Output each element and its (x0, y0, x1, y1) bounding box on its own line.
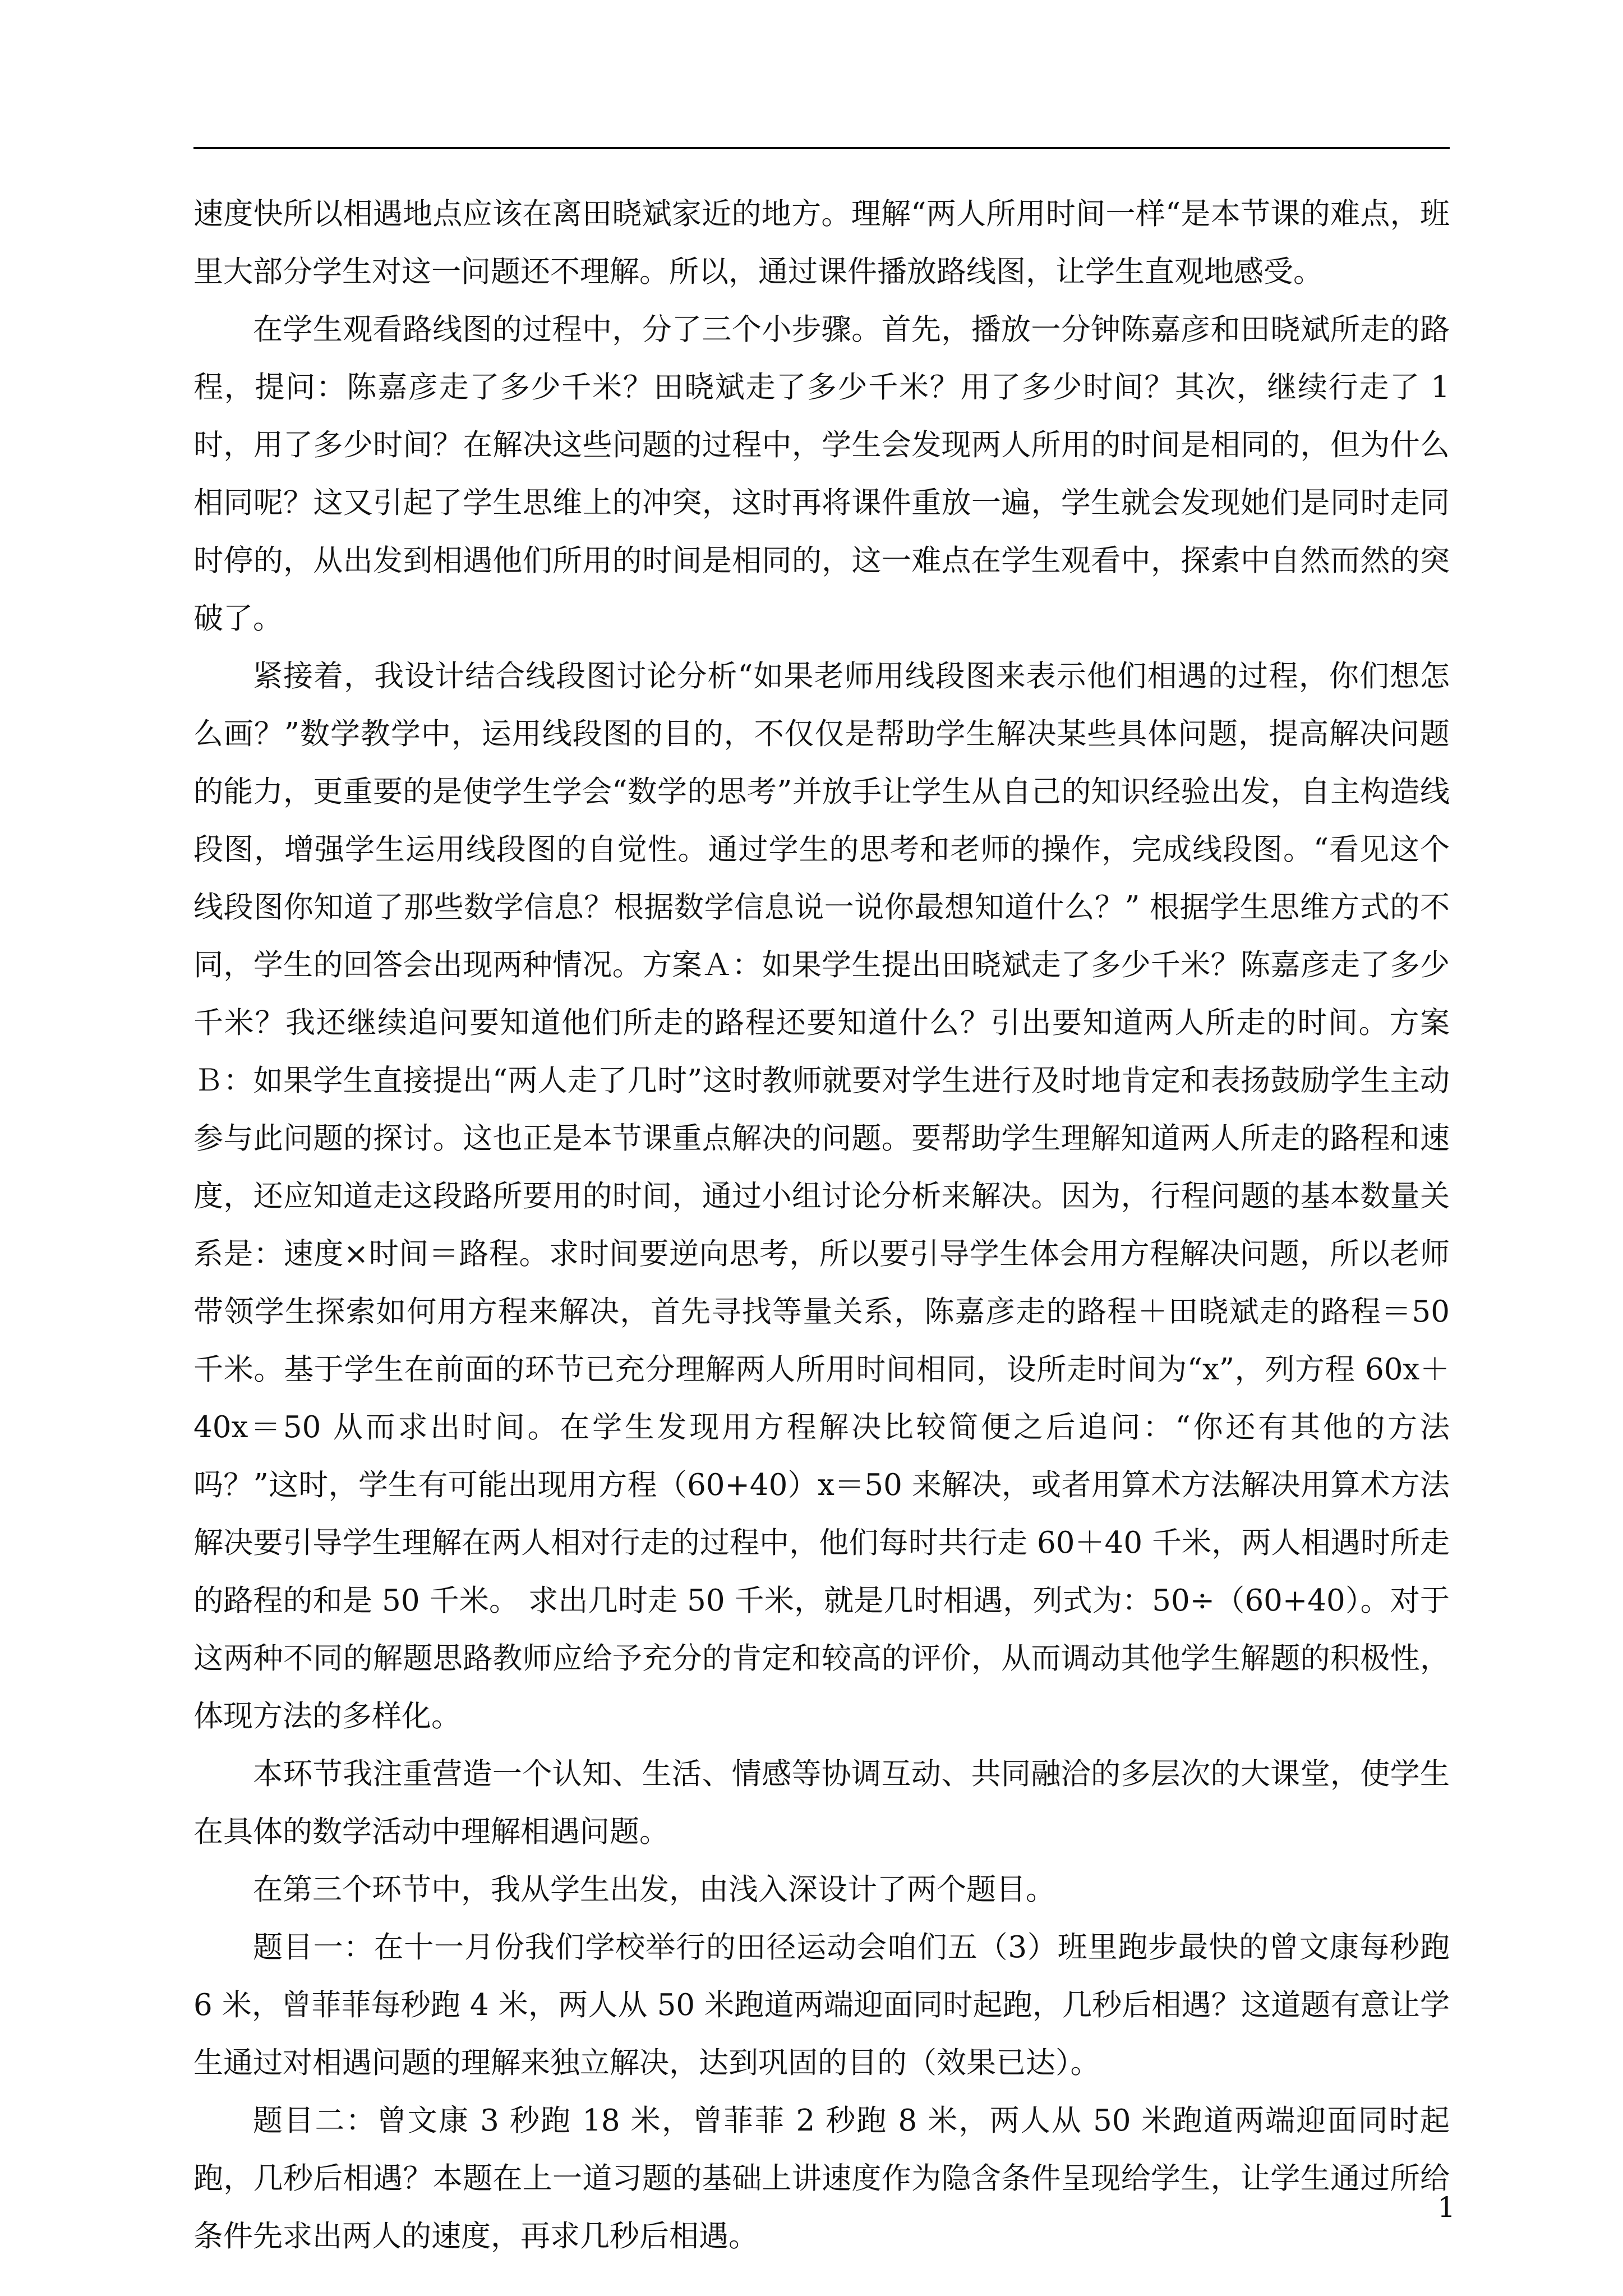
document-body (193, 185, 1450, 2265)
paragraph-exercise-one: 题目一：在十一月份我们学校举行的田径运动会咱们五（3）班里跑步最快的曾文康每秒跑 6 米，曾菲菲每秒跑 4 米，两人从 50 米跑道两端迎面同时起跑，几秒后相遇？这道题有意让学生通过对相遇问题的理解来独立解决，达到巩固的目的（效果已达）。 (193, 1930, 1450, 2080)
paragraph-exercise-two: 题目二：曾文康 3 秒跑 18 米，曾菲菲 2 秒跑 8 米，两人从 50 米跑道两端迎面同时起跑，几秒后相遇？本题在上一道习题的基础上讲速度作为隐含条件呈现给学生，让学生通过所给条件先求出两人的速度，再求几秒后相遇。 (193, 2104, 1450, 2253)
page-number: 1 (1437, 2191, 1455, 2224)
paragraph-line-segment-analysis: 紧接着，我设计结合线段图讨论分析“如果老师用线段图来表示他们相遇的过程，你们想怎么画？”数学教学中，运用线段图的目的，不仅仅是帮助学生解决某些具体问题，提高解决问题的能力，更重要的是使学生学会“数学的思考”并放手让学生从自己的知识经验出发，自主构造线段图，增强学生运用线段图的自觉性。通过学生的思考和老师的操作，完成线段图。“看见这个线段图你知道了那些数学信息？根据数学信息说一说你最想知道什么？” 根据学生思维方式的不同，学生的回答会出现两种情况。方案Ａ：如果学生提出田晓斌走了多少千米？陈嘉彦走了多少千米？我还继续追问要知道他们所走的路程还要知道什么？引出要知道两人所走的时间。方案Ｂ：如果学生直接提出“两人走了几时”这时教师就要对学生进行及时地肯定和表扬鼓励学生主动参与此问题的探讨。这也正是本节课重点解决的问题。要帮助学生理解知道两人所走的路程和速度，还应知道走这段路所要用的时间，通过小组讨论分析来解决。因为，行程问题的基本数量关系是：速度×时间＝路程。求时间要逆向思考，所以要引导学生体会用方程解决问题，所以老师带领学生探索如何用方程来解决，首先寻找等量关系，陈嘉彦走的路程＋田晓斌走的路程＝50 千米。基于学生在前面的环节已充分理解两人所用时间相同，设所走时间为“x”，列方程 60x＋40x＝50 从而求出时间。在学生发现用方程解决比较简便之后追问：“你还有其他的方法吗？”这时，学生有可能出现用方程（60+40）x＝50 来解决，或者用算术方法解决用算术方法解决要引导学生理解在两人相对行走的过程中，他们每时共行走 60＋40 千米，两人相遇时所走的路程的和是 50 千米。 求出几时走 50 千米，就是几时相遇，列式为：50÷（60+40）。对于这两种不同的解题思路教师应给予充分的肯定和较高的评价，从而调动其他学生解题的积极性，体现方法的多样化。 (193, 659, 1450, 1733)
header-rule (193, 147, 1450, 149)
paragraph-third-section-intro: 在第三个环节中，我从学生出发，由浅入深设计了两个题目。 (253, 1872, 1055, 1907)
paragraph-route-map: 在学生观看路线图的过程中，分了三个小步骤。首先，播放一分钟陈嘉彦和田晓斌所走的路程，提问：陈嘉彦走了多少千米？田晓斌走了多少千米？用了多少时间？其次，继续行走了 1 时，用了多少时间？在解决这些问题的过程中，学生会发现两人所用的时间是相同的，但为什么相同呢？这又引起了学生思维上的冲突，这时再将课件重放一遍，学生就会发现她们是同时走同时停的，从出发到相遇他们所用的时间是相同的，这一难点在学生观看中，探索中自然而然的突破了。 (193, 312, 1450, 636)
paragraph-continuation: 速度快所以相遇地点应该在离田晓斌家近的地方。理解“两人所用时间一样“是本节课的难点，班里大部分学生对这一问题还不理解。所以，通过课件播放路线图，让学生直观地感受。 (193, 197, 1450, 289)
paragraph-classroom-summary: 本环节我注重营造一个认知、生活、情感等协调互动、共同融洽的多层次的大课堂，使学生在具体的数学活动中理解相遇问题。 (193, 1757, 1450, 1849)
